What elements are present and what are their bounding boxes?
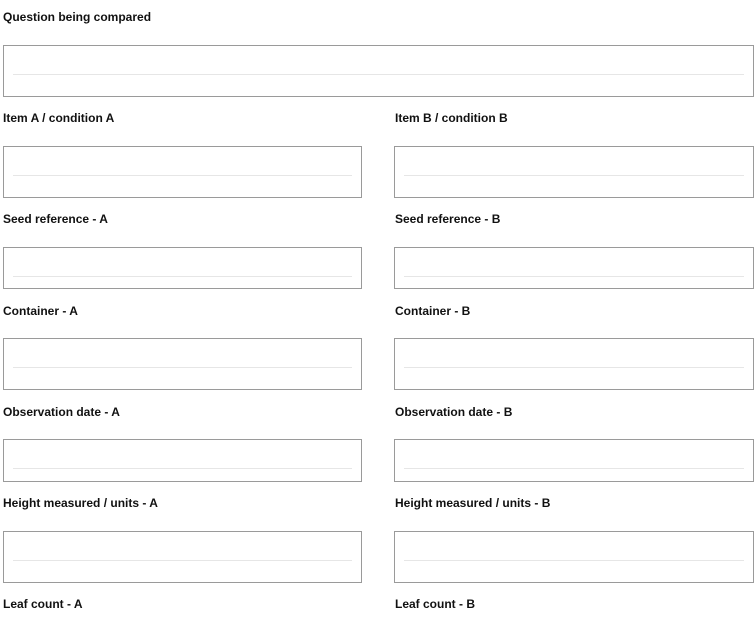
item-a-field[interactable]	[3, 146, 362, 198]
observation-date-a-label: Observation date - A	[3, 405, 120, 419]
writing-guide-line	[13, 175, 352, 176]
height-units-a-field[interactable]	[3, 531, 362, 583]
question-label: Question being compared	[3, 10, 152, 24]
observation-date-a-field[interactable]	[3, 439, 362, 482]
container-b-label: Container - B	[395, 304, 471, 318]
container-a-field[interactable]	[3, 338, 362, 390]
observation-date-b-label: Observation date - B	[395, 405, 513, 419]
height-units-a-label: Height measured / units - A	[3, 496, 158, 510]
writing-guide-line	[13, 560, 352, 561]
item-b-field[interactable]	[394, 146, 754, 198]
item-a-label: Item A / condition A	[3, 111, 115, 125]
container-b-field[interactable]	[394, 338, 754, 390]
writing-guide-line	[404, 367, 744, 368]
writing-guide-line	[404, 468, 744, 469]
writing-guide-line	[13, 276, 352, 277]
writing-guide-line	[13, 74, 744, 75]
observation-date-b-field[interactable]	[394, 439, 754, 482]
seed-reference-b-field[interactable]	[394, 247, 754, 289]
seed-reference-a-label: Seed reference - A	[3, 212, 108, 226]
question-field[interactable]	[3, 45, 754, 97]
height-units-b-label: Height measured / units - B	[395, 496, 551, 510]
writing-guide-line	[404, 560, 744, 561]
writing-guide-line	[13, 367, 352, 368]
leaf-count-a-label: Leaf count - A	[3, 597, 83, 611]
item-b-label: Item B / condition B	[395, 111, 508, 125]
writing-guide-line	[404, 276, 744, 277]
container-a-label: Container - A	[3, 304, 78, 318]
seed-reference-a-field[interactable]	[3, 247, 362, 289]
seed-reference-b-label: Seed reference - B	[395, 212, 501, 226]
writing-guide-line	[404, 175, 744, 176]
leaf-count-b-label: Leaf count - B	[395, 597, 475, 611]
writing-guide-line	[13, 468, 352, 469]
height-units-b-field[interactable]	[394, 531, 754, 583]
